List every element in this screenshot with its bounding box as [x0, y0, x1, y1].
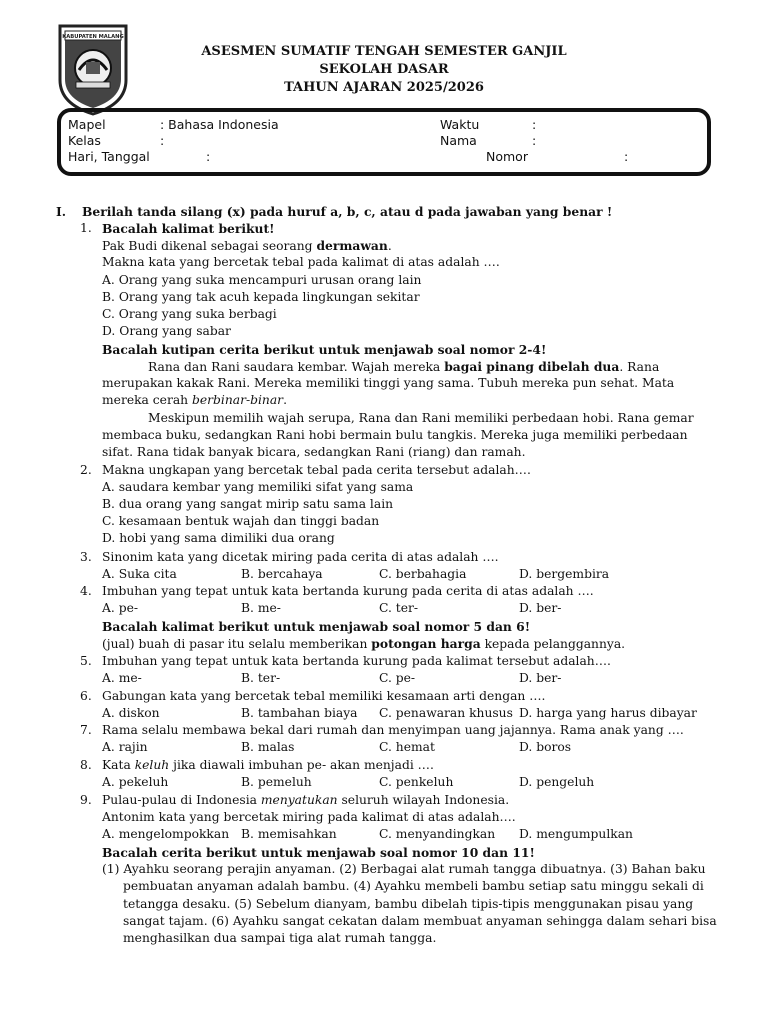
- header-title-line3: TAHUN AJARAN 2025/2026: [284, 80, 484, 95]
- q1-option-d[interactable]: D. Orang yang sabar: [102, 324, 231, 338]
- q1-sentence: Pak Budi dikenal sebagai seorang dermawan.: [102, 238, 392, 253]
- q8-question: Kata keluh jika diawali imbuhan pe- akan menjadi ….: [102, 758, 434, 772]
- q3-option-d[interactable]: D. bergembira: [519, 567, 610, 581]
- q4-option-a[interactable]: A. pe-: [102, 601, 139, 615]
- q6-option-b[interactable]: B. tambahan biaya: [241, 706, 358, 720]
- q9-number: 9.: [80, 793, 92, 807]
- q7-option-b[interactable]: B. malas: [241, 740, 295, 754]
- story1-p1-line3: mereka cerah berbinar-binar.: [102, 393, 287, 407]
- q7-option-a[interactable]: A. rajin: [102, 740, 148, 754]
- q2-option-d[interactable]: D. hobi yang sama dimiliki dua orang: [102, 531, 335, 545]
- q1-option-c[interactable]: C. Orang yang suka berbagi: [102, 307, 277, 321]
- nama-label: Nama: [440, 133, 477, 148]
- q2-question: Makna ungkapan yang bercetak tebal pada cerita tersebut adalah….: [102, 463, 531, 477]
- q2-option-a[interactable]: A. saudara kembar yang memiliki sifat yang sama: [102, 480, 414, 494]
- q8-option-d[interactable]: D. pengeluh: [519, 775, 595, 789]
- mapel-value: : Bahasa Indonesia: [160, 117, 279, 132]
- q8-number: 8.: [80, 758, 92, 772]
- nomor-label: Nomor: [486, 149, 528, 164]
- q3-option-b[interactable]: B. bercahaya: [241, 567, 323, 581]
- section-number: I.: [56, 204, 67, 219]
- hari-tanggal-colon: :: [206, 149, 211, 164]
- q7-option-d[interactable]: D. boros: [519, 740, 572, 754]
- q2-option-b[interactable]: B. dua orang yang sangat mirip satu sama lain: [102, 497, 394, 511]
- q9-question: Antonim kata yang bercetak miring pada kalimat di atas adalah….: [102, 810, 516, 824]
- q6-option-d[interactable]: D. harga yang harus dibayar: [519, 706, 697, 720]
- q9-option-b[interactable]: B. memisahkan: [241, 827, 337, 841]
- header-title-line1: ASESMEN SUMATIF TENGAH SEMESTER GANJIL: [201, 44, 567, 59]
- q9-option-a[interactable]: A. mengelompokkan: [102, 827, 230, 841]
- svg-text:KABUPATEN MALANG: KABUPATEN MALANG: [62, 34, 124, 40]
- q8-option-a[interactable]: A. pekeluh: [102, 775, 169, 789]
- q3-question: Sinonim kata yang dicetak miring pada cerita di atas adalah ….: [102, 550, 499, 564]
- nomor-colon: :: [624, 149, 629, 164]
- q5-option-d[interactable]: D. ber-: [519, 671, 562, 685]
- story1-title: Bacalah kutipan cerita berikut untuk menjawab soal nomor 2-4!: [102, 342, 547, 357]
- q9-option-d[interactable]: D. mengumpulkan: [519, 827, 633, 841]
- q9-option-c[interactable]: C. menyandingkan: [379, 827, 496, 841]
- q8-option-b[interactable]: B. pemeluh: [241, 775, 312, 789]
- q5-option-c[interactable]: C. pe-: [379, 671, 416, 685]
- q4-question: Imbuhan yang tepat untuk kata bertanda kurung pada cerita di atas adalah ….: [102, 584, 594, 598]
- story1-p2-line3: sifat. Rana tidak banyak bicara, sedangkan Rani (riang) dan ramah.: [102, 445, 526, 459]
- waktu-label: Waktu: [440, 117, 480, 132]
- q1-option-b[interactable]: B. Orang yang tak acuh kepada lingkungan sekitar: [102, 290, 420, 304]
- q8-option-c[interactable]: C. penkeluh: [379, 775, 454, 789]
- q4-number: 4.: [80, 584, 92, 598]
- section-instruction: Berilah tanda silang (x) pada huruf a, b, c, atau d pada jawaban yang benar !: [82, 204, 613, 219]
- header-title-line2: SEKOLAH DASAR: [319, 62, 449, 77]
- q9-sentence: Pulau-pulau di Indonesia menyatukan seluruh wilayah Indonesia.: [102, 793, 510, 807]
- student-info-box: [57, 108, 711, 176]
- story3-title: Bacalah cerita berikut untuk menjawab soal nomor 10 dan 11!: [102, 845, 535, 860]
- story1-p1-line1: Rana dan Rani saudara kembar. Wajah mereka bagai pinang dibelah dua. Rana: [148, 359, 660, 374]
- hari-tanggal-label: Hari, Tanggal: [68, 149, 150, 164]
- q5-question: Imbuhan yang tepat untuk kata bertanda kurung pada kalimat tersebut adalah….: [102, 654, 611, 668]
- story1-p1-line2: merupakan kakak Rani. Mereka memiliki tinggi yang sama. Tubuh mereka pun sehat. Mata: [102, 376, 675, 390]
- q4-option-d[interactable]: D. ber-: [519, 601, 562, 615]
- story3-line4: sangat tajam. (6) Ayahku sangat cekatan dalam membuat anyaman sehingga dalam sehari bisa: [123, 914, 717, 928]
- story2-title: Bacalah kalimat berikut untuk menjawab soal nomor 5 dan 6!: [102, 619, 531, 634]
- story3-line3: tetangga desaku. (5) Sebelum dianyam, bambu dibelah tipis-tipis menggunakan pisau yang: [123, 897, 694, 911]
- kelas-colon: :: [160, 133, 165, 148]
- q5-option-b[interactable]: B. ter-: [241, 671, 281, 685]
- q5-option-a[interactable]: A. me-: [102, 671, 142, 685]
- nama-colon: :: [532, 133, 537, 148]
- q3-number: 3.: [80, 550, 92, 564]
- q1-number: 1.: [80, 221, 92, 235]
- q3-option-a[interactable]: A. Suka cita: [102, 567, 177, 581]
- q7-question: Rama selalu membawa bekal dari rumah dan menyimpan uang jajannya. Rama anak yang ….: [102, 723, 684, 737]
- q6-question: Gabungan kata yang bercetak tebal memiliki kesamaan arti dengan ….: [102, 689, 546, 703]
- q5-number: 5.: [80, 654, 92, 668]
- waktu-colon: :: [532, 117, 537, 132]
- story3-line1: (1) Ayahku seorang perajin anyaman. (2) Berbagai alat rumah tangga dibuatnya. (3) Bahan baku: [102, 862, 706, 876]
- story1-p2-line1: Meskipun memilih wajah serupa, Rana dan Rani memiliki perbedaan hobi. Rana gemar: [148, 411, 694, 425]
- story2-sentence: (jual) buah di pasar itu selalu memberikan potongan harga kepada pelanggannya.: [102, 636, 626, 651]
- q7-option-c[interactable]: C. hemat: [379, 740, 435, 754]
- q1-question: Makna kata yang bercetak tebal pada kalimat di atas adalah ….: [102, 255, 500, 269]
- q1-option-a[interactable]: A. Orang yang suka mencampuri urusan orang lain: [102, 273, 422, 287]
- q3-option-c[interactable]: C. berbahagia: [379, 567, 467, 581]
- mapel-label: Mapel: [68, 117, 106, 132]
- q6-option-c[interactable]: C. penawaran khusus: [379, 706, 513, 720]
- story3-line2: pembuatan anyaman adalah bambu. (4) Ayahku membeli bambu setiap satu minggu sekali di: [123, 879, 704, 893]
- q4-option-b[interactable]: B. me-: [241, 601, 281, 615]
- q2-number: 2.: [80, 463, 92, 477]
- q2-option-c[interactable]: C. kesamaan bentuk wajah dan tinggi badan: [102, 514, 380, 528]
- q4-option-c[interactable]: C. ter-: [379, 601, 419, 615]
- story1-p2-line2: membaca buku, sedangkan Rani hobi bermain bulu tangkis. Mereka juga memiliki perbedaan: [102, 428, 688, 442]
- q6-option-a[interactable]: A. diskon: [102, 706, 160, 720]
- story3-line5: menghasilkan dua sampai tiga alat rumah tangga.: [123, 931, 437, 945]
- kelas-label: Kelas: [68, 133, 101, 148]
- q6-number: 6.: [80, 689, 92, 703]
- q7-number: 7.: [80, 723, 92, 737]
- q1-title: Bacalah kalimat berikut!: [102, 221, 275, 236]
